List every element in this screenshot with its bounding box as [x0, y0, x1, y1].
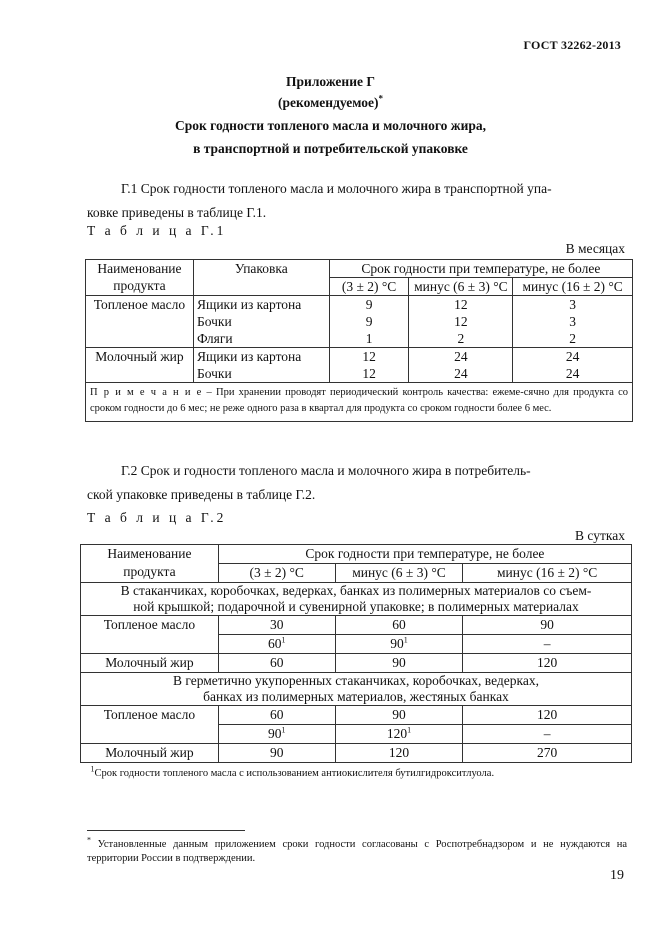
t2-product-milkfat: Молочный жир [81, 744, 219, 763]
t2-footnote-mark: 1 [90, 764, 95, 774]
t2-value-mark: 1 [407, 725, 412, 735]
page-number: 19 [610, 868, 624, 883]
table-row [81, 744, 632, 763]
t2-value: – [463, 635, 632, 654]
table2-label: Т а б л и ц а Г.2 [87, 510, 227, 525]
t2-product-milkfat: Молочный жир [81, 654, 219, 673]
t1-note [86, 383, 633, 422]
t2-header-product: Наименование продукта [81, 545, 219, 583]
page-footnote-mark: * [87, 835, 91, 845]
appendix-footnote-mark: * [378, 93, 383, 104]
section1-paragraph [87, 177, 627, 225]
t1-value: 12 [409, 313, 513, 330]
t1-value: 2 [513, 330, 633, 348]
t1-temp-2: минус (6 ± 3) °С [409, 278, 513, 296]
t2-footnote [81, 763, 632, 784]
t2-value: 90 [335, 654, 463, 673]
t2-value-antioxidant [218, 635, 335, 654]
t2-value: 270 [463, 744, 632, 763]
t1-product-ghee: Топленое масло [86, 296, 194, 348]
t1-package: Фляги [193, 330, 329, 348]
t2-value: 60 [218, 706, 335, 725]
t2-product-ghee: Топленое масло [81, 616, 219, 654]
standard-number: ГОСТ 32262-2013 [523, 38, 621, 52]
table-row [86, 296, 633, 314]
section2-paragraph [87, 459, 627, 507]
t2-value-number: 60 [267, 636, 282, 651]
t2-section-b-line2: банках из полимерных материалов, жестяных банках [203, 689, 509, 704]
table2-units: В сутках [575, 528, 625, 543]
t2-temp-3: минус (16 ± 2) °С [463, 564, 632, 583]
t2-value: 120 [463, 706, 632, 725]
t2-section-b [81, 673, 632, 706]
t2-section-a: В стаканчиках, коробочках, ведерках, банках из полимерных материалов со съем-ной крышкой; подарочной и сувенирной упаковке; в полимерных материалах [81, 583, 632, 616]
table-row [81, 706, 632, 725]
t2-temp-2: минус (6 ± 3) °С [335, 564, 463, 583]
t1-value: 12 [409, 296, 513, 314]
appendix-heading-line2: в транспортной и потребительской упаковке [193, 141, 468, 156]
t2-value-antioxidant [218, 725, 335, 744]
table-g1 [85, 259, 633, 422]
t2-value: 30 [218, 616, 335, 635]
t1-temp-1: (3 ± 2) °С [329, 278, 409, 296]
t2-value-mark: 1 [281, 635, 286, 645]
t2-value-number: 120 [386, 726, 408, 741]
t2-value: 90 [218, 744, 335, 763]
appendix-subtitle-text: (рекомендуемое) [278, 95, 379, 110]
t2-product-ghee: Топленое масло [81, 706, 219, 744]
section1-line1: Г.1 Срок годности топленого масла и молочного жира в транспортной упа- [121, 181, 552, 196]
t1-temp-3: минус (16 ± 2) °С [513, 278, 633, 296]
t1-header-package: Упаковка [193, 260, 329, 296]
t1-value: 3 [513, 313, 633, 330]
t1-header-product: Наименование продукта [86, 260, 194, 296]
t1-value: 9 [329, 313, 409, 330]
t1-header-shelf: Срок годности при температуре, не более [329, 260, 632, 278]
footnote-divider [87, 830, 245, 831]
t1-package: Ящики из картона [193, 348, 329, 366]
t1-value: 2 [409, 330, 513, 348]
t1-value: 12 [329, 348, 409, 366]
t2-value-mark: 1 [281, 725, 286, 735]
t1-package: Бочки [193, 365, 329, 383]
page-footnote-text: Установленные данным приложением сроки годности согласованы с Роспотребнадзором и не нуждаются на территории России в подтверждении. [87, 839, 627, 864]
t2-value: – [463, 725, 632, 744]
section2-line1: Г.2 Срок и годности топленого масла и молочного жира в потребитель- [121, 463, 531, 478]
t1-value: 24 [513, 348, 633, 366]
t1-note-label: П р и м е ч а н и е [90, 387, 203, 398]
table-g2 [80, 544, 632, 783]
t2-value: 90 [335, 706, 463, 725]
t1-value: 3 [513, 296, 633, 314]
t1-value: 12 [329, 365, 409, 383]
t1-note-text: – При хранении проводят периодический контроль качества: ежеме-сячно для продукта со сроком годности до 6 мес; не реже одного раза в квартал для продукта со сроком годности более 6 мес. [90, 387, 628, 414]
table-row [81, 654, 632, 673]
t2-value-antioxidant [335, 725, 463, 744]
page-footnote [87, 835, 627, 866]
t2-temp-1: (3 ± 2) °С [218, 564, 335, 583]
t2-section-b-line1: В герметично укупоренных стаканчиках, коробочках, ведерках, [172, 673, 539, 688]
t2-value-number: 90 [390, 636, 404, 651]
appendix-subtitle [0, 95, 661, 111]
t2-value-antioxidant [335, 635, 463, 654]
t1-value: 1 [329, 330, 409, 348]
t1-value: 24 [513, 365, 633, 383]
t1-value: 24 [409, 348, 513, 366]
t1-value: 24 [409, 365, 513, 383]
t1-value: 9 [329, 296, 409, 314]
table1-label: Т а б л и ц а Г.1 [87, 223, 227, 238]
t2-header-shelf: Срок годности при температуре, не более [218, 545, 631, 564]
t2-footnote-text: Срок годности топленого масла с использованием антиокислителя бутилгидрокситлуола. [94, 768, 495, 779]
table-row [86, 348, 633, 366]
section2-line2: ской упаковке приведены в таблице Г.2. [87, 487, 316, 502]
table-row [81, 616, 632, 635]
t1-product-milkfat: Молочный жир [86, 348, 194, 383]
appendix-title: Приложение Г [286, 74, 375, 89]
t2-value: 120 [335, 744, 463, 763]
t2-value: 90 [463, 616, 632, 635]
t2-value: 60 [218, 654, 335, 673]
table1-units: В месяцах [565, 241, 625, 256]
section1-line2: ковке приведены в таблице Г.1. [87, 205, 267, 220]
t1-package: Ящики из картона [193, 296, 329, 314]
appendix-heading-line1: Срок годности топленого масла и молочного жира, [175, 118, 486, 133]
t1-package: Бочки [193, 313, 329, 330]
t2-value: 120 [463, 654, 632, 673]
t2-value-mark: 1 [403, 635, 408, 645]
t2-value-number: 90 [267, 726, 282, 741]
t2-value: 60 [335, 616, 463, 635]
